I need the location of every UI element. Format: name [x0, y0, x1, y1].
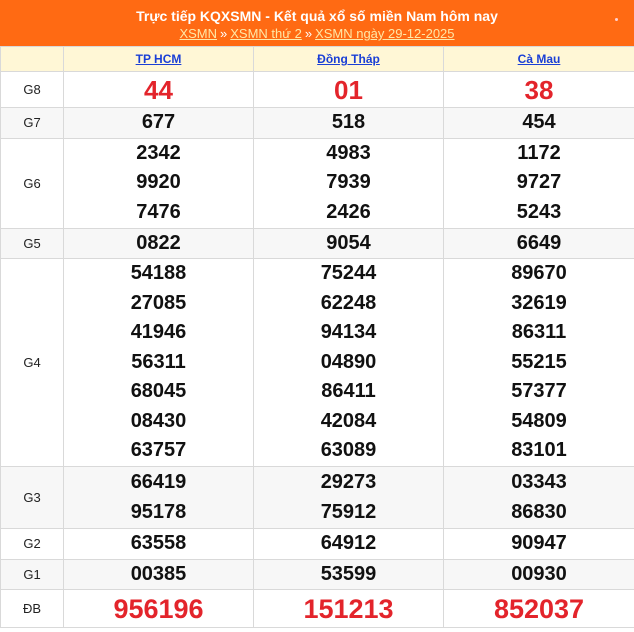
lottery-number: 86411 — [321, 380, 376, 403]
lottery-number: 63089 — [320, 439, 377, 462]
prize-label: G4 — [1, 259, 64, 467]
province-header — [444, 47, 634, 72]
lottery-number: 151213 — [303, 593, 394, 624]
lottery-number: 68045 — [130, 380, 187, 403]
lottery-number: 9920 — [136, 171, 181, 194]
result-cell — [444, 259, 634, 467]
prize-label: G1 — [1, 559, 64, 590]
result-cell — [444, 559, 634, 590]
lottery-number: 27085 — [130, 291, 187, 314]
prize-label: G5 — [1, 228, 64, 259]
breadcrumb — [0, 25, 634, 42]
result-cell — [254, 72, 444, 108]
lottery-number: 41946 — [130, 321, 187, 344]
lottery-number: 03343 — [511, 471, 567, 493]
lottery-number: 54188 — [130, 262, 187, 285]
lottery-number: 7476 — [136, 200, 181, 223]
result-cell — [64, 559, 254, 590]
header-dot — [615, 18, 618, 21]
lottery-number: 42084 — [320, 409, 377, 432]
lottery-number: 54809 — [511, 409, 567, 432]
page-header — [0, 0, 634, 46]
lottery-number: 29273 — [320, 471, 377, 493]
result-cell — [64, 72, 254, 108]
prize-body — [1, 72, 634, 628]
result-cell — [64, 590, 254, 628]
lottery-number: 1172 — [517, 141, 561, 164]
result-cell — [64, 138, 254, 228]
prize-row-g2 — [1, 529, 634, 560]
lottery-number: 0822 — [136, 231, 181, 254]
result-cell — [254, 138, 444, 228]
lottery-number: 55215 — [511, 350, 567, 373]
lottery-number: 75912 — [320, 500, 377, 523]
prize-label: G3 — [1, 467, 64, 529]
lottery-number: 38 — [524, 74, 554, 105]
result-cell — [64, 529, 254, 560]
lottery-number: 2342 — [136, 141, 181, 164]
lottery-number: 7939 — [326, 171, 371, 194]
result-cell — [64, 467, 254, 529]
lottery-number: 518 — [331, 111, 366, 133]
prize-row-db — [1, 590, 634, 628]
prize-row-g5 — [1, 228, 634, 259]
lottery-number: 57377 — [511, 380, 567, 403]
result-cell — [254, 559, 444, 590]
result-cell — [444, 590, 634, 628]
lottery-number: 852037 — [493, 593, 585, 624]
lottery-number: 94134 — [320, 321, 377, 344]
page-title: Trực tiếp KQXSMN - Kết quả xổ số miền Nam hôm nay — [136, 8, 498, 24]
province-header — [64, 47, 254, 72]
breadcrumb-separator: » — [304, 26, 313, 41]
lottery-number: 00930 — [511, 562, 567, 585]
prize-label: G2 — [1, 529, 64, 560]
prize-row-g6 — [1, 138, 634, 228]
result-cell — [254, 590, 444, 628]
lottery-number: 90947 — [511, 532, 567, 554]
breadcrumb-xsmn-thu-2[interactable]: XSMN thứ 2 — [230, 26, 302, 41]
result-cell — [444, 138, 634, 228]
lottery-number: 63558 — [130, 532, 187, 554]
prize-row-g7 — [1, 108, 634, 139]
lottery-number: 89670 — [511, 262, 567, 285]
lottery-number: 44 — [144, 74, 173, 105]
result-cell — [254, 228, 444, 259]
result-cell — [64, 259, 254, 467]
lottery-number: 63757 — [130, 439, 187, 462]
lottery-number: 01 — [334, 74, 363, 105]
result-cell — [444, 467, 634, 529]
lottery-number: 4983 — [326, 141, 371, 164]
lottery-number: 00385 — [130, 562, 187, 585]
province-link-ca-mau[interactable]: Cà Mau — [517, 52, 561, 66]
lottery-number: 53599 — [320, 562, 377, 585]
prize-label: ĐB — [1, 590, 64, 628]
lottery-number: 86311 — [511, 321, 567, 344]
breadcrumb-xsmn[interactable]: XSMN — [179, 26, 218, 41]
province-link-tp-hcm[interactable]: TP HCM — [135, 52, 182, 66]
lottery-number: 66419 — [130, 471, 187, 493]
lottery-number: 86830 — [511, 500, 567, 523]
prize-row-g1 — [1, 559, 634, 590]
result-cell — [64, 108, 254, 139]
prize-label: G8 — [1, 72, 64, 108]
lottery-number: 62248 — [320, 291, 377, 314]
province-link-dong-thap[interactable]: Đồng Tháp — [317, 52, 380, 66]
prize-row-g3 — [1, 467, 634, 529]
result-cell — [254, 529, 444, 560]
lottery-number: 04890 — [320, 350, 377, 373]
result-cell — [444, 72, 634, 108]
lottery-number: 75244 — [320, 262, 377, 285]
breadcrumb-xsmn-date[interactable]: XSMN ngày 29-12-2025 — [315, 26, 455, 41]
lottery-number: 956196 — [113, 593, 204, 624]
results-table — [0, 46, 634, 628]
lottery-number: 6649 — [516, 231, 562, 254]
lottery-number: 83101 — [511, 439, 567, 462]
lottery-number: 677 — [141, 111, 176, 133]
result-cell — [64, 228, 254, 259]
lottery-number: 9054 — [326, 231, 371, 254]
lottery-number: 32619 — [511, 291, 567, 314]
prize-row-g8 — [1, 72, 634, 108]
result-cell — [254, 467, 444, 529]
lottery-number: 5243 — [516, 200, 562, 223]
lottery-number: 95178 — [130, 500, 187, 523]
lottery-number: 454 — [522, 111, 556, 133]
lottery-number: 2426 — [326, 200, 371, 223]
lottery-number: 9727 — [516, 171, 562, 194]
result-cell — [444, 108, 634, 139]
prize-row-g4 — [1, 259, 634, 467]
result-cell — [444, 529, 634, 560]
result-cell — [254, 108, 444, 139]
corner-cell — [1, 47, 64, 72]
prize-label: G6 — [1, 138, 64, 228]
prize-label: G7 — [1, 108, 64, 139]
result-cell — [254, 259, 444, 467]
lottery-number: 56311 — [131, 350, 186, 373]
lottery-number: 64912 — [320, 532, 377, 554]
result-cell — [444, 228, 634, 259]
lottery-number: 08430 — [130, 409, 187, 432]
province-header-row — [1, 47, 634, 72]
province-header — [254, 47, 444, 72]
breadcrumb-separator: » — [220, 26, 228, 41]
